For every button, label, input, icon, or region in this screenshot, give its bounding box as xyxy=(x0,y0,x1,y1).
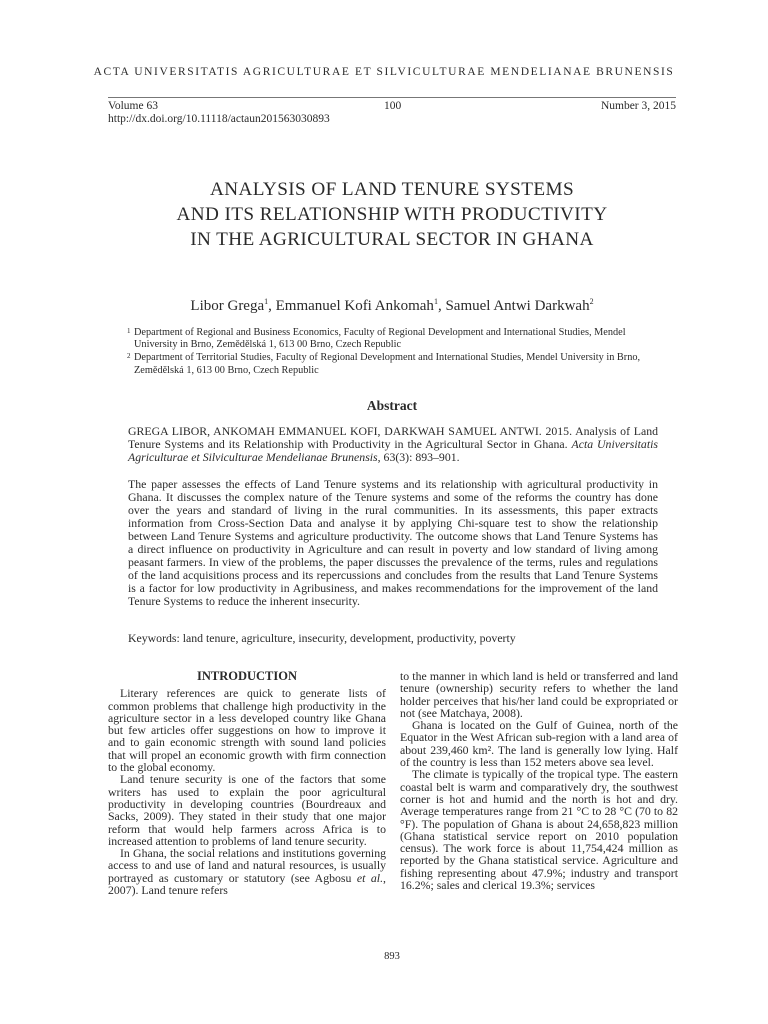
title-line: AND ITS RELATIONSHIP WITH PRODUCTIVITY xyxy=(176,204,608,225)
author-affil-mark: 1 xyxy=(433,297,438,306)
author-list xyxy=(0,297,768,315)
body-paragraph: Land tenure security is one of the factors that some writers has used to explain the poor agricultural productivity in developing countries (Bourdreaux and Sacks, 2009). They stated in their study that one major reform that would help farmers across Africa is to increased attention to problems of land tenure security. xyxy=(108,772,386,848)
introduction-heading: INTRODUCTION xyxy=(196,669,297,683)
body-paragraph: The climate is typically of the tropical type. The eastern coastal belt is warm and comparatively dry, the southwest corner is hot and humid and the north is hot and dry. Average temperatures range from 21 °C to 28 °C (70 to 82 °F). The population of Ghana is about 24,658,823 million (Ghana statistical service report on 2010 population census). The work force is about 11,754,424 million as reported by the Ghana statistical service. Agriculture and fishing representing about 47.9%; industry and transport 16.2%; sales and clerical 19.3%; services xyxy=(400,767,678,893)
body-paragraph: Literary references are quick to generate lists of common problems that challenge high productivity in the agriculture sector in a less developed country like Ghana but few articles offer suggestions on how to improve it and to gain economic strength with sound land policies that will propel an economic growth with firm connection to the global economy. xyxy=(108,686,386,775)
author-name: Emmanuel Kofi Ankomah xyxy=(275,298,434,314)
abstract-heading: Abstract xyxy=(366,398,418,413)
issue-info-row xyxy=(108,97,676,112)
doi-link[interactable]: http://dx.doi.org/10.11118/actaun201563030893 xyxy=(108,113,330,125)
author-separator: , xyxy=(437,298,446,314)
issue-page-number: 100 xyxy=(384,100,402,112)
volume-label: Volume 63 xyxy=(108,100,158,112)
paper-title xyxy=(90,177,694,252)
right-column xyxy=(400,670,678,891)
keywords: Keywords: land tenure, agriculture, insecurity, development, productivity, poverty xyxy=(128,631,516,645)
citation-tail: , 63(3): 893–901. xyxy=(377,450,460,464)
page-number: 893 xyxy=(384,951,400,962)
author-name: Samuel Antwi Darkwah xyxy=(445,298,590,314)
affiliation-text: Department of Regional and Business Economics, Faculty of Regional Development and International Studies, Mendel University in Brno, Zemědělská 1, 613 00 Brno, Czech Republic xyxy=(134,327,626,351)
issue-number: Number 3, 2015 xyxy=(600,100,676,112)
journal-name: ACTA UNIVERSITATIS AGRICULTURAE ET SILVICULTURAE MENDELIANAE BRUNENSIS xyxy=(93,66,675,78)
affiliation-mark: 1 xyxy=(127,327,131,335)
citation-journal: Acta Universitatis Agriculturae et Silviculturae Mendelianae Brunensis xyxy=(128,437,658,464)
paragraph-italic: et al. xyxy=(356,870,384,885)
author-affil-mark: 1 xyxy=(264,297,269,306)
affiliation-item xyxy=(127,352,667,376)
paragraph-text: , 2007). Land tenure refers xyxy=(108,870,386,898)
citation xyxy=(128,425,658,464)
body-paragraph xyxy=(108,847,386,896)
title-line: ANALYSIS OF LAND TENURE SYSTEMS xyxy=(209,179,575,200)
paragraph-text: In Ghana, the social relations and institutions governing access to and use of land and natural resources, is usually portrayed as customary or statutory (see Agbosu xyxy=(108,846,386,885)
title-line: IN THE AGRICULTURAL SECTOR IN GHANA xyxy=(190,229,594,250)
affiliation-mark: 2 xyxy=(127,352,131,361)
body-paragraph: Ghana is located on the Gulf of Guinea, north of the Equator in the West African sub-region with a land area of about 239,460 km². The land is generally low lying. Half of the country is less than 152 meters above sea level. xyxy=(400,718,678,770)
author-separator: , xyxy=(268,298,276,314)
affiliation-item xyxy=(127,327,667,351)
left-column xyxy=(108,670,386,896)
body-paragraph: to the manner in which land is held or transferred and land tenure (ownership) security refers to whether the land holder perceives that his/her land could be expropriated or not (see Matchaya, 2008). xyxy=(400,669,678,720)
citation-main: GREGA LIBOR, ANKOMAH EMMANUEL KOFI, DARKWAH SAMUEL ANTWI. 2015. Analysis of Land Tenure Systems and its Relationship with Productivity in the Agricultural Sector in Ghana. xyxy=(128,424,658,451)
abstract-text: The paper assesses the effects of Land Tenure systems and its relationship with agricultural productivity in Ghana. It discusses the complex nature of the Tenure systems and some of the reforms the country has done over the years and standard of living in the rural communities. In its assessments, this paper extracts information from Cross-Section Data and analyse it by applying Chi-square test to show the relationship between Land Tenure Systems and agriculture productivity. The outcome shows that Land Tenure Systems has a direct influence on productivity in Agriculture and can result in poverty and low standard of living among peasant farmers. In view of the problems, the paper discusses the prevalence of the terms, rules and regulations of the land acquisitions process and its repercussions and concludes from the results that Land Tenure Systems is a factor for low productivity in Agribusiness, and makes recommendations for the improvement of the land Tenure Systems to reduce the inherent insecurity. xyxy=(128,477,658,608)
author-affil-mark: 2 xyxy=(589,297,594,306)
author-name: Libor Grega xyxy=(190,298,265,314)
affiliations xyxy=(127,327,667,378)
affiliation-text: Department of Territorial Studies, Faculty of Regional Development and International Studies, Mendel University in Brno, Zemědělská 1, 613 00 Brno, Czech Republic xyxy=(134,352,641,376)
